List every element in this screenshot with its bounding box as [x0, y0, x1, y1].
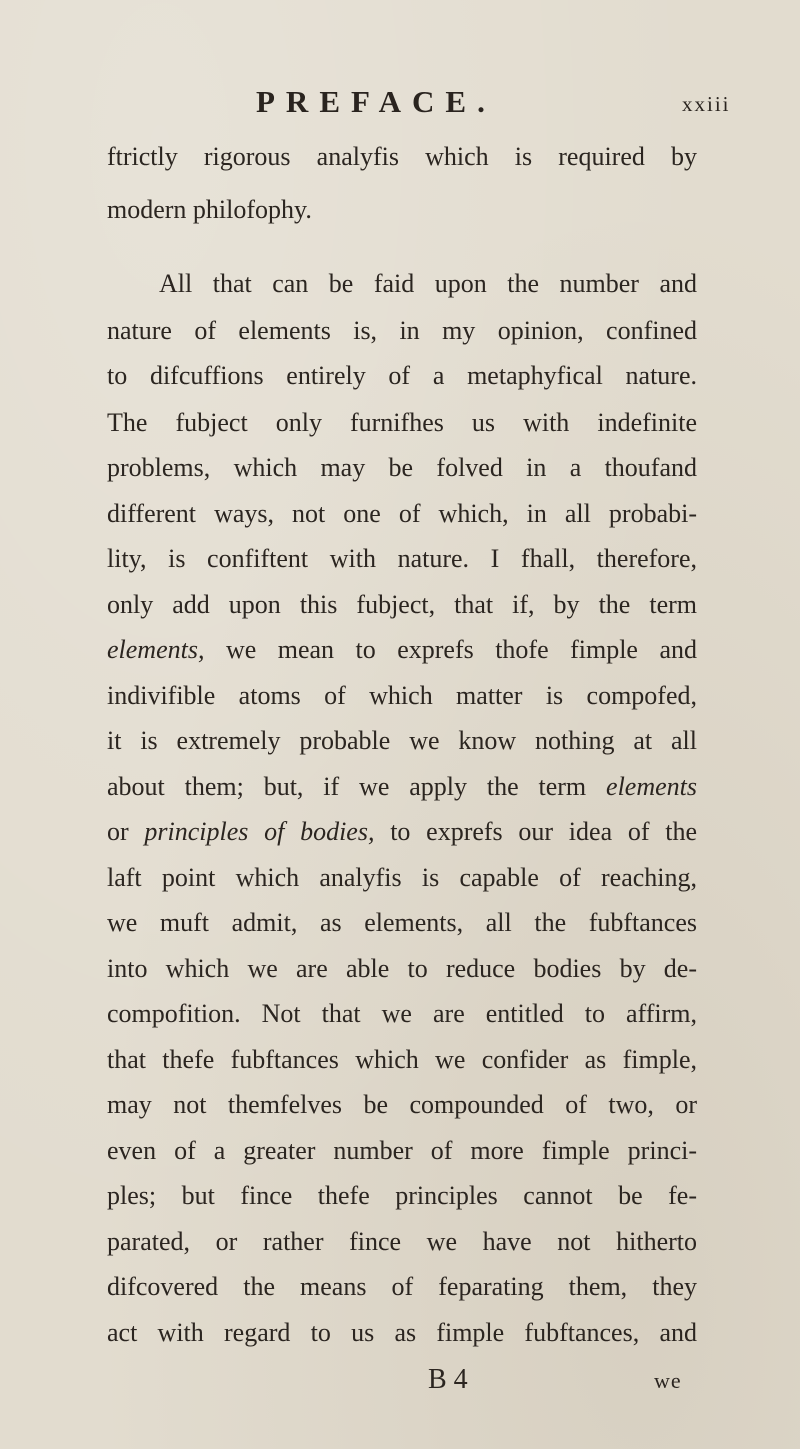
text-line: we muft admit, as elements, all the fubftances — [107, 908, 697, 937]
text-line: into which we are able to reduce bodies by de- — [107, 954, 697, 983]
running-title: PREFACE. — [256, 84, 496, 119]
text-line: elements, we mean to exprefs thofe fimple and — [107, 635, 697, 664]
page-header — [0, 84, 800, 124]
text-line: nature of elements is, in my opinion, confined — [107, 316, 697, 345]
italic-term: principles of bodies, — [144, 817, 375, 846]
text-line: it is extremely probable we know nothing at all — [107, 726, 697, 755]
page-number: xxiii — [682, 92, 731, 116]
italic-term: elements — [606, 772, 697, 801]
signature-mark: B 4 — [428, 1364, 468, 1395]
text-line: difcovered the means of feparating them, they — [107, 1272, 697, 1301]
text-line: indivifible atoms of which matter is compofed, — [107, 681, 697, 710]
text-line: ftrictly rigorous analyfis which is required by — [107, 142, 697, 171]
text-line: may not themfelves be compounded of two, or — [107, 1090, 697, 1119]
page-footer — [0, 1364, 800, 1404]
text-line: lity, is confiftent with nature. I fhall, therefore, — [107, 544, 697, 573]
catchword: we — [654, 1368, 682, 1393]
text-line: or principles of bodies, to exprefs our idea of the — [107, 817, 697, 846]
text-line: even of a greater number of more fimple princi- — [107, 1136, 697, 1165]
italic-term: elements, — [107, 635, 205, 664]
text-line: about them; but, if we apply the term elements — [107, 772, 697, 801]
text-line: The fubject only furnifhes us with indefinite — [107, 408, 697, 437]
text-line: laft point which analyfis is capable of reaching, — [107, 863, 697, 892]
text-line: compofition. Not that we are entitled to affirm, — [107, 999, 697, 1028]
text-line: that thefe fubftances which we confider as fimple, — [107, 1045, 697, 1074]
text-line: ples; but fince thefe principles cannot be fe- — [107, 1181, 697, 1210]
text-line: parated, or rather fince we have not hitherto — [107, 1227, 697, 1256]
text-line: different ways, not one of which, in all probabi- — [107, 499, 697, 528]
text-line: modern philofophy. — [107, 195, 312, 224]
text-line: only add upon this fubject, that if, by the term — [107, 590, 697, 619]
text-line: act with regard to us as fimple fubftances, and — [107, 1318, 697, 1347]
text-line: to difcuffions entirely of a metaphyfical nature. — [107, 361, 697, 390]
text-line: All that can be faid upon the number and — [159, 269, 697, 298]
text-line: problems, which may be folved in a thoufand — [107, 453, 697, 482]
